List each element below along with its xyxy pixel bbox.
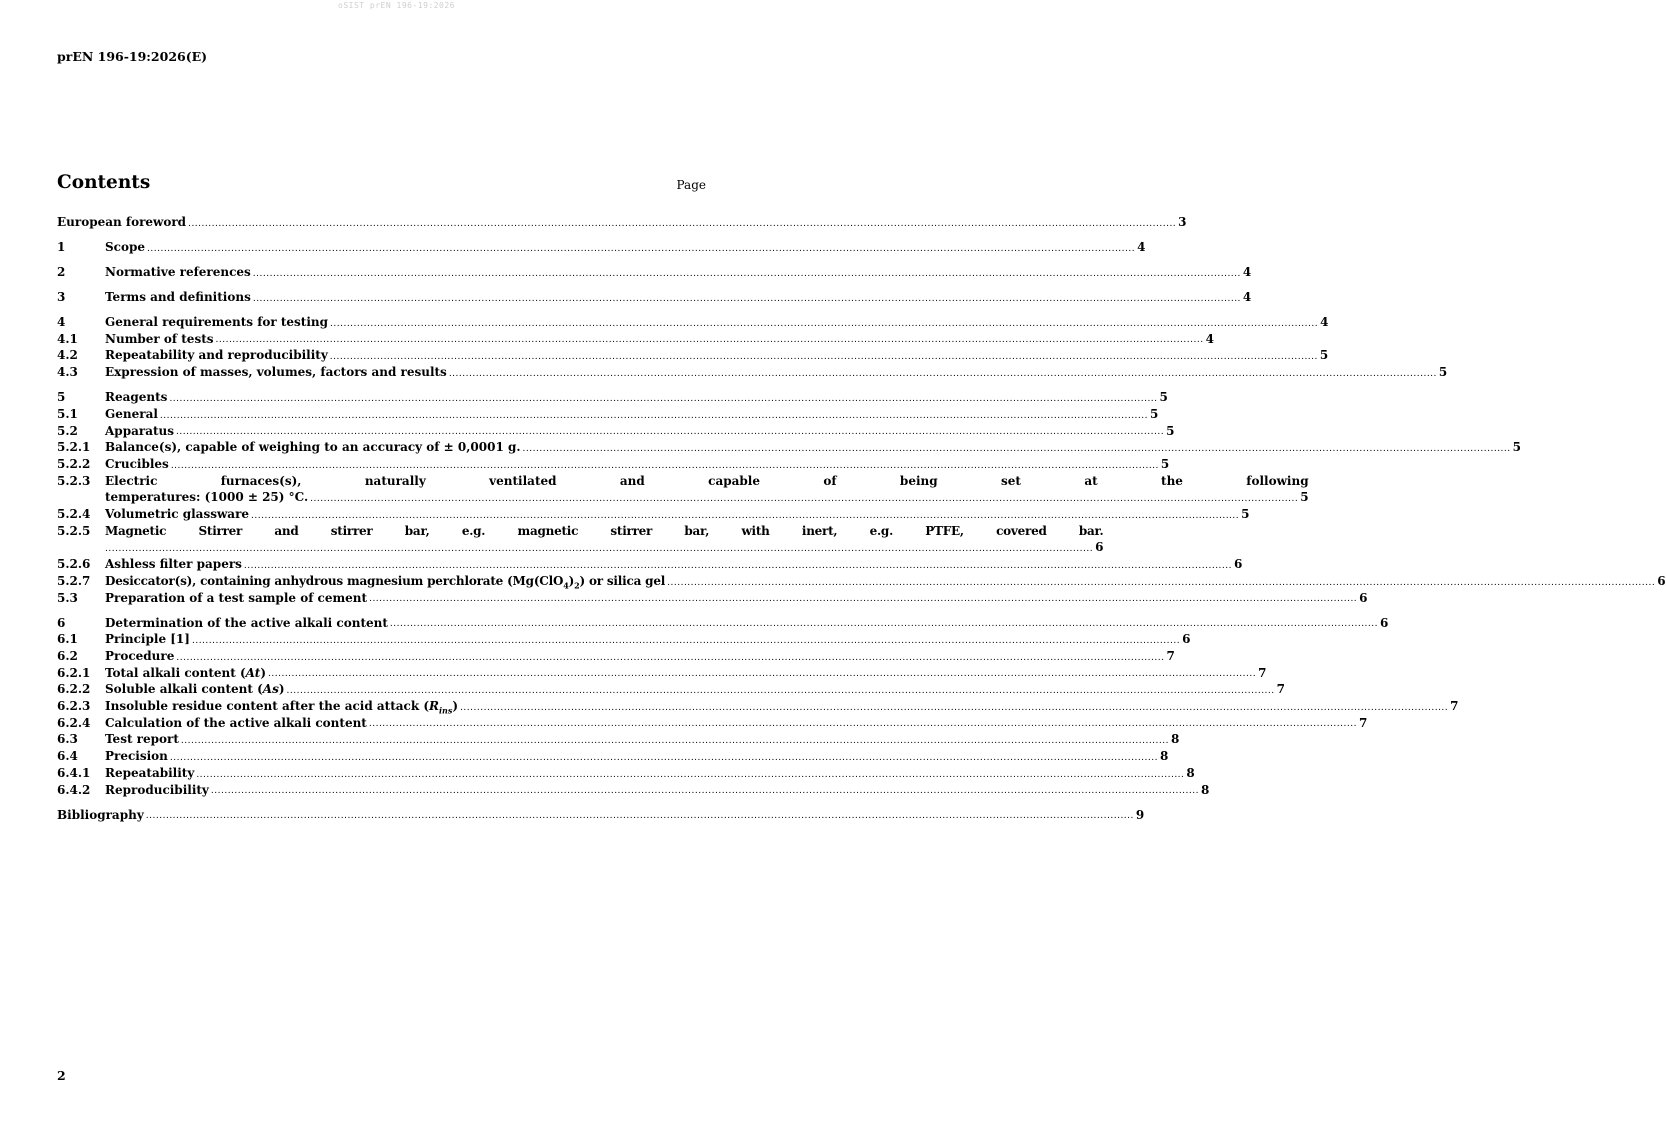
dot-leader [253,267,1241,281]
toc-entry-text: Number of tests [105,331,214,346]
dot-leader [181,734,1169,748]
toc-entry-5-2-6[interactable] [57,556,1243,573]
page-number: 2 [57,1068,66,1083]
toc-entry-text: Precision [105,749,168,764]
toc-entry-text: Normative references [105,265,251,279]
dot-leader [523,442,1511,456]
toc-entry-text: Total alkali content (At) [105,665,267,680]
toc-entry-5-2-1[interactable] [57,439,1521,456]
dot-leader [287,684,1275,698]
toc-entry-text: General [105,406,158,421]
dot-leader [188,217,1176,231]
toc-entry-number: 5.2.6 [57,557,91,572]
toc-entry-number: 5 [57,390,66,405]
toc-entry-page: 6 [1234,557,1243,572]
watermark: oSIST prEN 196-19:2026 [338,1,455,10]
toc-entry-number: 3 [57,290,66,304]
toc-entry-number: 5.2.2 [57,456,91,471]
toc-entry-number: 4 [57,315,66,329]
toc-entry-2[interactable] [57,264,1252,281]
toc-entry-text: Calculation of the active alkali content [105,715,367,730]
toc-entry-number: 5.2 [57,423,78,438]
toc-entry-page: 6 [1095,540,1104,555]
toc-entry-6-2-2[interactable] [57,681,1285,698]
dot-leader [146,809,1134,823]
toc-entry-5[interactable] [57,389,1168,406]
toc-entry-page: 6 [1380,615,1389,630]
toc-entry-5-2-3[interactable] [57,473,1309,506]
toc-entry-text: Reagents [105,390,168,405]
toc-entry-text-line1: Electric furnaces(s), naturally ventilated and capable of being set at the following [105,473,1309,488]
toc-entry-number: 6.2.1 [57,665,91,680]
toc-entry-page: 4 [1137,240,1146,254]
toc-entry-6-2-4[interactable] [57,715,1368,732]
dot-leader [105,542,1093,556]
toc-entry-bibliography[interactable] [57,807,1145,824]
toc-entry-4-2[interactable] [57,347,1329,364]
toc-entry-4-1[interactable] [57,331,1214,348]
document-id: prEN 196-19:2026(E) [57,49,208,64]
dot-leader [147,242,1135,256]
toc-entry-page: 5 [1159,390,1168,405]
toc-entry-number: 6 [57,615,66,630]
dot-leader [160,409,1148,423]
toc-entry-text: Terms and definitions [105,290,251,304]
toc-entry-5-3[interactable] [57,590,1368,607]
toc-entry-text: Insoluble residue content after the acid attack $(R_{ins})$ [105,699,459,716]
toc-entry-number: 5.1 [57,406,78,421]
toc-entry-text: Principle [1] [105,632,190,647]
dot-leader [169,392,1157,406]
toc-entry-number: 5.2.7 [57,573,91,588]
dot-leader [369,717,1357,731]
toc-entry-5-1[interactable] [57,406,1159,423]
dot-leader [196,768,1184,782]
toc-entry-4-3[interactable] [57,364,1448,381]
toc-entry-number: 5.3 [57,590,78,605]
toc-entry-number: 6.2 [57,648,78,663]
toc-entry-text-line2: temperatures: (1000 ± 25) °C. [105,490,309,505]
toc-entry-foreword[interactable] [57,214,1187,231]
toc-entry-text: Repeatability [105,765,195,780]
toc-entry-text: Reproducibility [105,782,209,797]
toc-entry-5-2-4[interactable] [57,506,1250,523]
toc-entry-page: 4 [1242,290,1252,304]
toc-entry-page: 4 [1320,315,1329,329]
dot-leader [667,576,1655,590]
toc-entry-page: 5 [1150,406,1159,421]
toc-entry-page: 7 [1358,715,1368,730]
toc-entry-number: 5.2.5 [57,523,91,538]
toc-entry-page: 6 [1182,632,1191,647]
dot-leader [244,559,1232,573]
toc-entry-page: 8 [1186,765,1195,780]
toc-entry-5-2-7[interactable] [57,573,1666,591]
toc-entry-number: 4.3 [57,365,78,380]
toc-entry-text: Apparatus [105,423,174,438]
toc-entry-6-2-3[interactable] [57,698,1459,716]
toc-entry-number: 6.3 [57,732,78,747]
toc-entry-text: Procedure [105,648,175,663]
toc-entry-text: General requirements for testing [105,315,329,329]
toc-entry-6-3[interactable] [57,731,1180,748]
dot-leader [216,333,1204,347]
dot-leader [176,651,1164,665]
toc-entry-page: 5 [1319,348,1329,363]
toc-entry-text: Crucibles [105,456,169,471]
toc-entry-4[interactable] [57,314,1329,331]
toc-entry-number: 2 [57,265,66,279]
toc-entry-page: 5 [1241,507,1250,522]
toc-entry-text: Scope [105,240,146,254]
toc-entry-number: 6.2.3 [57,699,91,714]
toc-entry-5-2-2[interactable] [57,456,1170,473]
toc-entry-text: Ashless filter papers [105,557,242,572]
toc-entry-page: 5 [1512,440,1521,455]
dot-leader [251,509,1239,523]
toc-entry-text: Test report [105,732,179,747]
toc-entry-1[interactable] [57,239,1146,256]
toc-entry-number: 6.4.2 [57,782,91,797]
toc-entry-number: 1 [57,240,66,254]
dot-leader [268,667,1256,681]
table-of-contents [57,214,1666,823]
toc-entry-number: 6.4.1 [57,765,91,780]
dot-leader [211,784,1199,798]
toc-entry-page: 8 [1170,732,1180,747]
toc-entry-number: 5.2.3 [57,473,91,488]
toc-entry-3[interactable] [57,289,1252,306]
dot-leader [330,317,1318,331]
toc-entry-number: 5.2.4 [57,507,91,522]
dot-leader [170,751,1158,765]
toc-entry-text: Bibliography [57,807,144,822]
dot-leader [253,292,1241,306]
toc-entry-6-2[interactable] [57,648,1175,665]
toc-entry-page: 3 [1178,215,1187,229]
toc-entry-number: 6.1 [57,632,78,647]
toc-entry-page: 5 [1160,456,1170,471]
toc-entry-text: Volumetric glassware [105,507,250,522]
toc-entry-page: 9 [1135,807,1145,822]
toc-entry-page: 5 [1166,423,1175,438]
toc-entry-page: 6 [1359,590,1368,605]
dot-leader [369,592,1357,606]
dot-leader [390,617,1378,631]
dot-leader [449,367,1437,381]
dot-leader [171,459,1159,473]
toc-entry-6-2-1[interactable] [57,665,1267,682]
toc-entry-6-1[interactable] [57,631,1191,648]
toc-entry-page: 5 [1438,365,1448,380]
toc-entry-text: Expression of masses, volumes, factors and results [105,365,447,380]
toc-entry-6-4[interactable] [57,748,1169,765]
toc-entry-6-4-1[interactable] [57,765,1195,782]
page-column-label: Page [676,178,706,192]
dot-leader [330,350,1318,364]
toc-entry-number: 4.2 [57,348,78,363]
toc-entry-text: Preparation of a test sample of cement [105,590,368,605]
toc-entry-text: Repeatability and reproducibility [105,348,328,363]
dot-leader [460,701,1448,715]
toc-entry-number: 6.4 [57,749,78,764]
toc-entry-page: 7 [1166,648,1175,663]
toc-entry-5-2-5[interactable] [57,523,1104,556]
dot-leader [176,425,1164,439]
toc-entry-page: 7 [1258,665,1267,680]
toc-entry-page: 5 [1300,490,1309,505]
toc-entry-page: 7 [1276,682,1285,697]
toc-entry-5-2[interactable] [57,423,1175,440]
toc-entry-text: Balance(s), capable of weighing to an accuracy of ± 0,0001 g. [105,440,521,455]
toc-entry-6[interactable] [57,615,1389,632]
toc-entry-number: 5.2.1 [57,440,91,455]
toc-entry-text: Desiccator(s), containing anhydrous magnesium perchlorate $(Mg(ClO_4)_2)$ or silica gel [105,573,666,591]
dot-leader [192,634,1180,648]
toc-entry-6-4-2[interactable] [57,782,1210,799]
toc-entry-page: 8 [1200,782,1210,797]
toc-entry-number: 4.1 [57,331,78,346]
toc-entry-page: 4 [1242,265,1252,279]
toc-entry-text: Determination of the active alkali content [105,615,388,630]
toc-entry-text: European foreword [57,215,187,229]
toc-entry-text-line1: Magnetic Stirrer and stirrer bar, e.g. magnetic stirrer bar, with inert, e.g. PTFE, covered bar. [105,523,1104,538]
toc-entry-number: 6.2.2 [57,682,91,697]
toc-entry-number: 6.2.4 [57,715,91,730]
toc-entry-page: 7 [1450,699,1459,714]
toc-entry-text: Soluble alkali content (As) [105,682,285,697]
toc-entry-page: 4 [1205,331,1214,346]
contents-title: Contents [57,172,151,193]
toc-entry-page: 8 [1159,749,1169,764]
toc-entry-page: 6 [1657,573,1666,588]
dot-leader [310,492,1298,506]
